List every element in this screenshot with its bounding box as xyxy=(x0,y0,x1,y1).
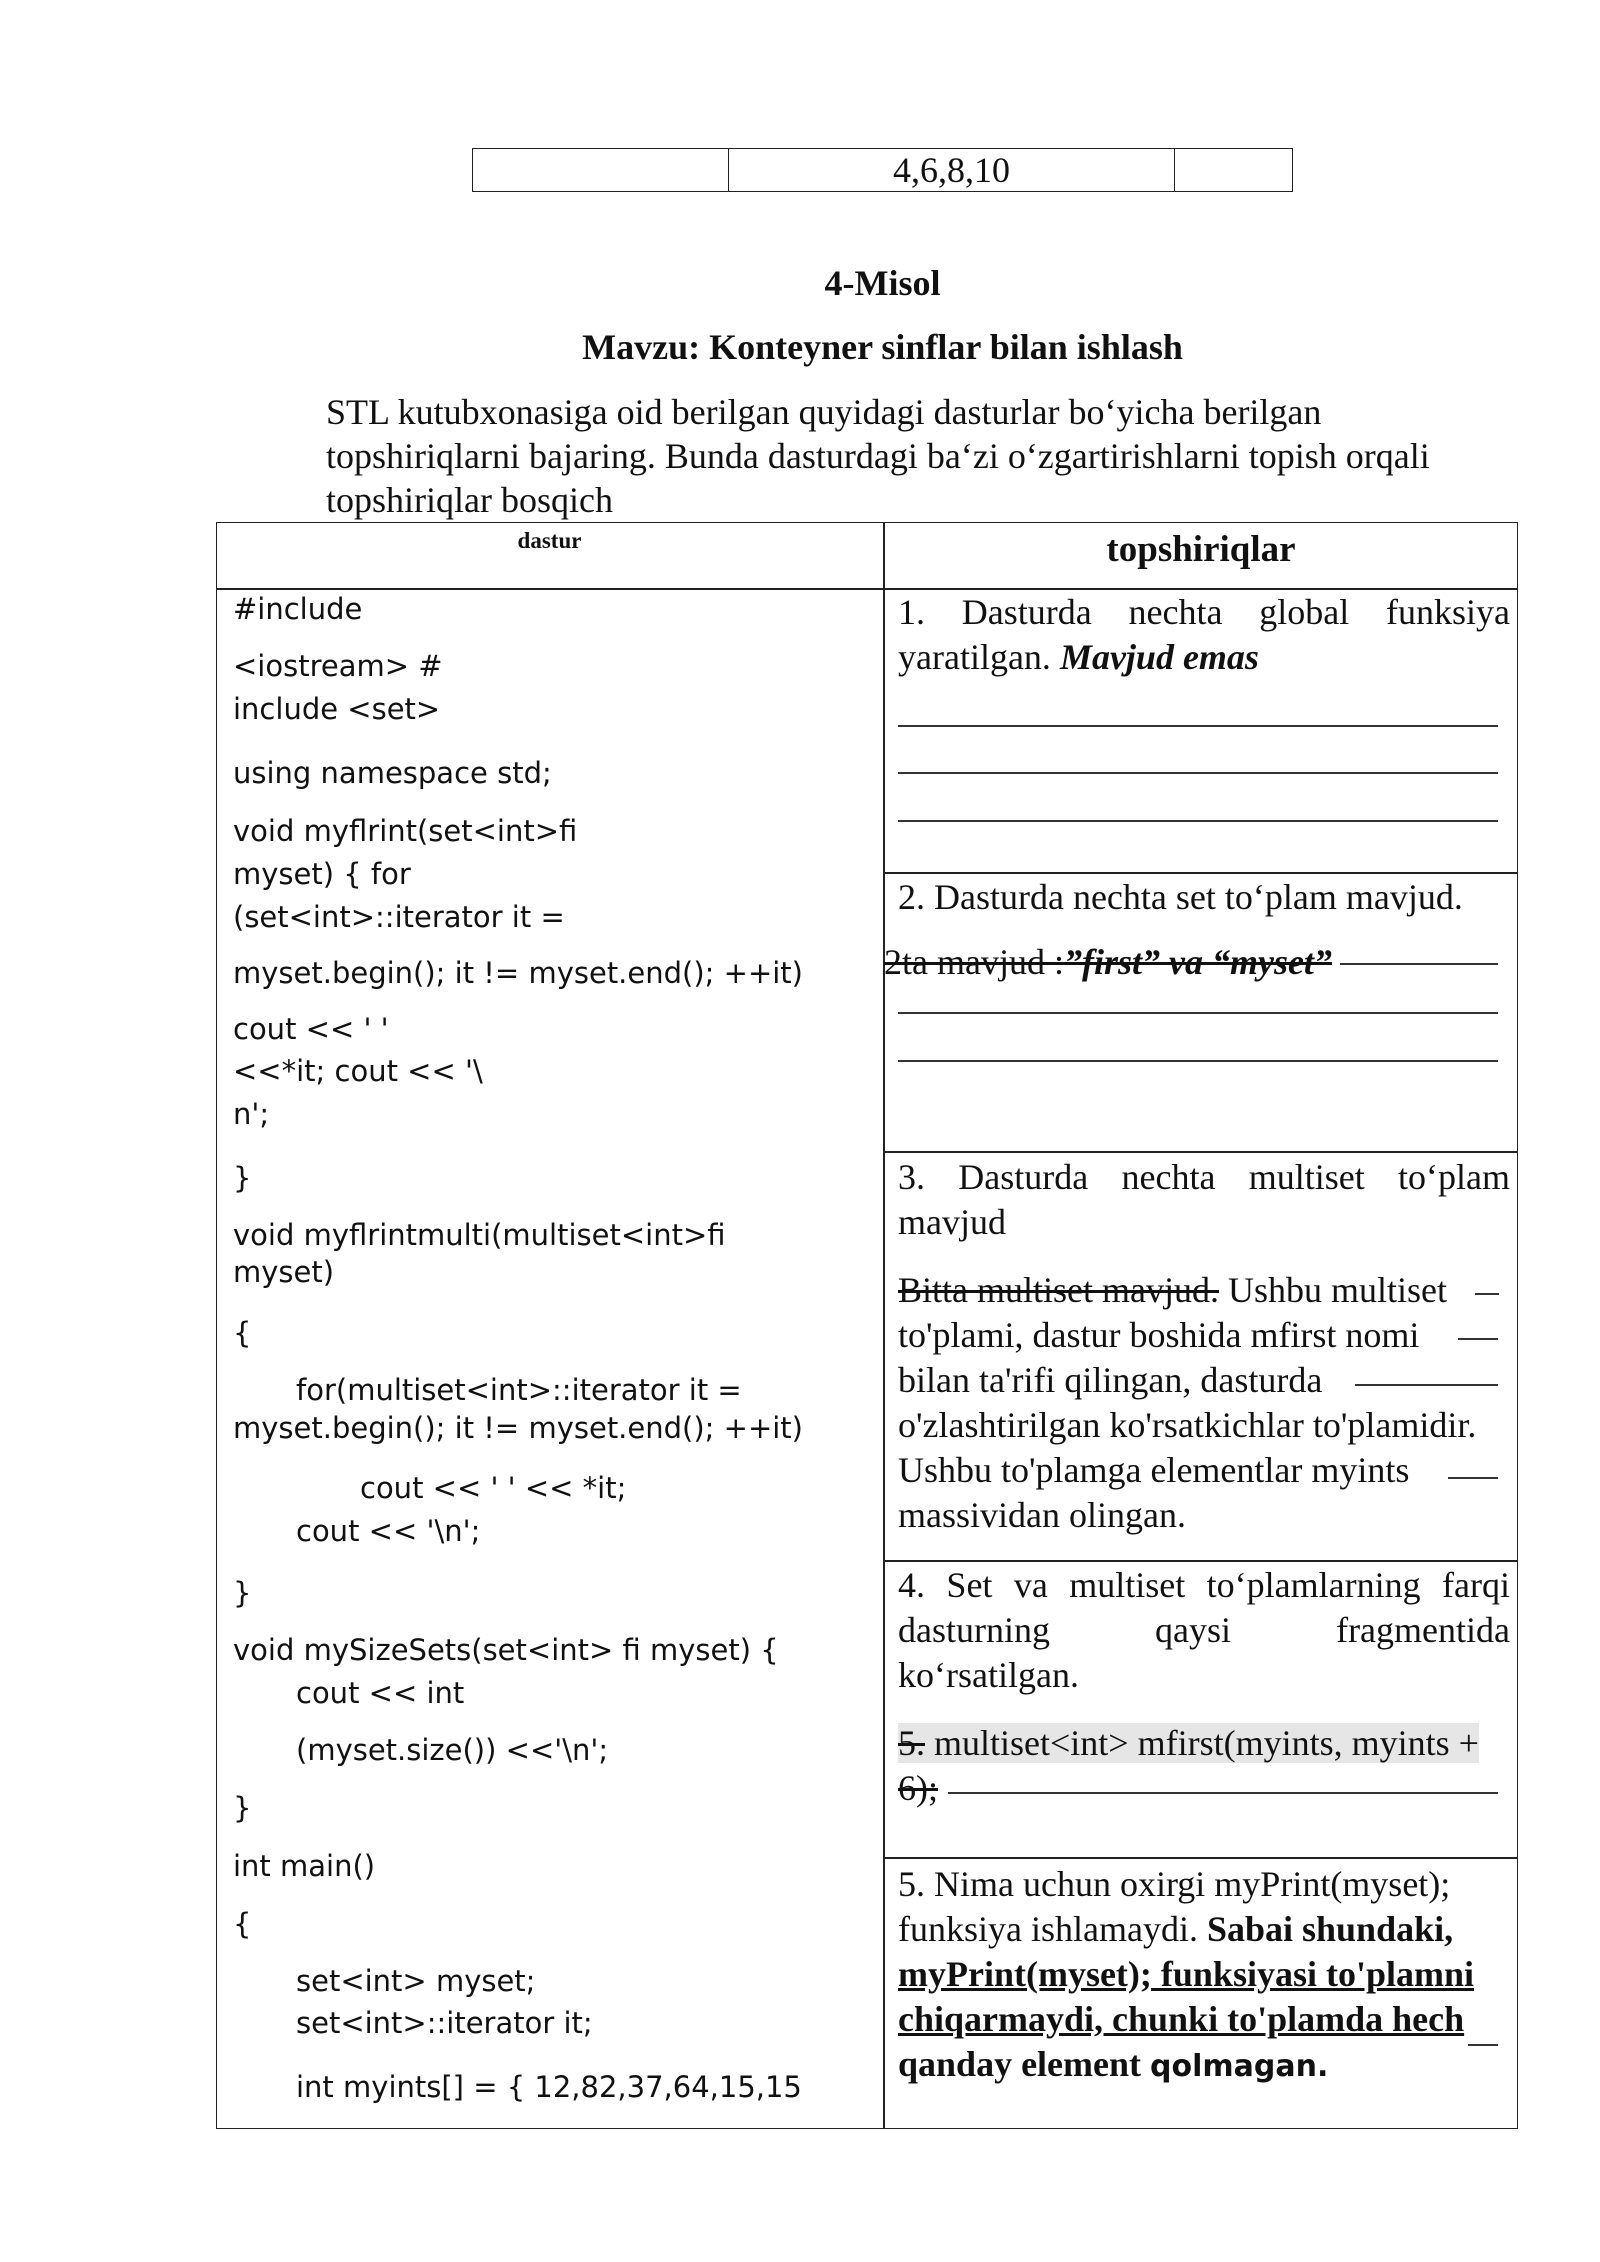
task-3-answer-strike: Bitta multiset mavjud. xyxy=(898,1270,1219,1310)
code-line: void mySizeSets(set<int> fi myset) { xyxy=(233,1633,779,1667)
task-4-answer-num: 5. xyxy=(898,1723,925,1763)
task-5-answer-line-end: qolmagan. xyxy=(1150,2049,1329,2084)
intro-line: topshiriqlarni bajaring. Bunda dasturdagi ba‘zi o‘zgartirishlarni topish orqali xyxy=(326,436,1430,476)
task-5-question: 5. Nima uchun oxirgi myPrint(myset); xyxy=(898,1864,1451,1904)
row-divider xyxy=(883,1151,1518,1153)
task-5-answer-line: chiqarmaydi, chunki to'plamda hech xyxy=(898,1999,1465,2039)
code-line: myset.begin(); it != myset.end(); ++it) xyxy=(233,956,803,990)
row-divider xyxy=(883,872,1518,874)
task-1-question-cont: yaratilgan. xyxy=(898,637,1060,677)
answer-line xyxy=(1468,2044,1498,2046)
answer-line xyxy=(1448,1477,1498,1479)
code-line: <<*it; cout << '\ xyxy=(233,1054,483,1088)
task-4-question: 4. Set va multiset to‘plamlarning farqi xyxy=(898,1565,1510,1605)
answer-line xyxy=(1475,1293,1499,1295)
intro-paragraph xyxy=(326,390,1506,522)
task-3-answer-line: o'zlashtirilgan ko'rsatkichlar to'plamidir. xyxy=(898,1405,1477,1445)
top-table-cell-3 xyxy=(1175,149,1292,191)
code-line: myset) xyxy=(233,1255,335,1289)
task-4-answer-code: multiset<int> mfirst(myints, myints + xyxy=(925,1723,1479,1763)
code-line: include <set> xyxy=(233,692,441,726)
code-line: cout << ' ' << *it; xyxy=(360,1471,627,1505)
answer-line xyxy=(898,1060,1498,1062)
task-2-answer-bold: ”first” va “myset” xyxy=(1063,942,1332,982)
task-4-question-cont: dasturning qaysi fragmentida xyxy=(898,1610,1510,1650)
code-line: } xyxy=(233,1576,252,1610)
code-line: set<int>::iterator it; xyxy=(296,2006,593,2040)
code-line: void myflrint(set<int>fi xyxy=(233,814,578,848)
task-3-answer-line: to'plami, dastur boshida mfirst nomi xyxy=(898,1315,1420,1355)
task-4-answer xyxy=(898,1721,1510,1811)
code-line: int myints[] = { 12,82,37,64,15,15 xyxy=(296,2070,802,2104)
code-line: int main() xyxy=(233,1849,376,1883)
code-line: void myflrintmulti(multiset<int>fi xyxy=(233,1218,726,1252)
answer-line xyxy=(898,772,1498,774)
answer-line xyxy=(1355,1384,1498,1386)
answer-line xyxy=(948,1792,1498,1794)
task-2-answer-plain: 2ta mavjud : xyxy=(884,942,1064,982)
answer-line xyxy=(898,820,1498,822)
code-line: set<int> myset; xyxy=(296,1964,536,1998)
column-divider xyxy=(883,522,885,2129)
task-5-answer: Sabai shundaki, xyxy=(1206,1909,1454,1949)
task-5-answer-line: myPrint(myset); funksiyasi to'plamni xyxy=(898,1954,1474,1994)
code-line: (set<int>::iterator it = xyxy=(233,900,565,934)
header-topshiriqlar: topshiriqlar xyxy=(1106,529,1296,570)
code-line: n'; xyxy=(233,1097,270,1131)
task-1-question: 1. Dasturda nechta global funksiya xyxy=(898,592,1510,632)
code-line: cout << ' ' xyxy=(233,1012,389,1046)
top-table-cell-1 xyxy=(473,149,729,191)
code-line: } xyxy=(233,1161,252,1195)
task-3-answer-line: bilan ta'rifi qilingan, dasturda xyxy=(898,1360,1323,1400)
code-line: { xyxy=(233,1907,252,1941)
task-1-answer: Mavjud emas xyxy=(1059,637,1259,677)
task-4-answer-code-cont: 6); xyxy=(898,1768,938,1808)
answer-line xyxy=(898,1012,1498,1014)
code-line: cout << int xyxy=(296,1676,465,1710)
task-4-question-cont: ko‘rsatilgan. xyxy=(898,1655,1079,1695)
code-line: myset.begin(); it != myset.end(); ++it) xyxy=(233,1411,803,1445)
task-5-answer-line: qanday element xyxy=(898,2044,1150,2084)
code-line: myset) { for xyxy=(233,857,411,891)
code-line: } xyxy=(233,1791,252,1825)
intro-line: topshiriqlar bosqich xyxy=(326,480,613,520)
task-1 xyxy=(898,590,1510,680)
code-line: (myset.size()) <<'\n'; xyxy=(296,1733,609,1767)
code-line: #include xyxy=(233,592,363,626)
task-3-question-cont: mavjud xyxy=(898,1202,1006,1242)
top-table-cell-2: 4,6,8,10 xyxy=(729,149,1175,191)
task-3-answer-line: massividan olingan. xyxy=(898,1495,1186,1535)
topic-title: Mavzu: Konteyner sinflar bilan ishlash xyxy=(582,327,1183,367)
task-2-question: 2. Dasturda nechta set to‘plam mavjud. xyxy=(898,877,1463,917)
task-5 xyxy=(898,1862,1510,2089)
task-3-answer-rest: Ushbu multiset xyxy=(1218,1270,1447,1310)
header-dastur: dastur xyxy=(517,528,582,553)
task-3-answer xyxy=(898,1268,1510,1538)
task-3 xyxy=(898,1155,1510,1245)
code-line: cout << '\n'; xyxy=(296,1514,481,1548)
code-line: <iostream> # xyxy=(233,649,443,683)
task-2 xyxy=(898,875,1510,920)
top-table xyxy=(472,148,1293,192)
answer-line xyxy=(1458,1338,1498,1340)
task-5-question-cont: funksiya ishlamaydi. xyxy=(898,1909,1207,1949)
code-line: using namespace std; xyxy=(233,756,552,790)
task-3-question: 3. Dasturda nechta multiset to‘plam xyxy=(898,1157,1510,1197)
answer-line xyxy=(1340,963,1498,965)
row-divider xyxy=(883,1857,1518,1859)
code-line: { xyxy=(233,1316,252,1350)
task-3-answer-line: Ushbu to'plamga elementlar myints xyxy=(898,1450,1410,1490)
answer-line xyxy=(898,725,1498,727)
row-divider xyxy=(883,1560,1518,1562)
task-4 xyxy=(898,1563,1510,1698)
intro-line: STL kutubxonasiga oid berilgan quyidagi dasturlar bo‘yicha berilgan xyxy=(326,392,1322,432)
code-line: for(multiset<int>::iterator it = xyxy=(296,1373,742,1407)
example-title: 4-Misol xyxy=(824,263,941,303)
